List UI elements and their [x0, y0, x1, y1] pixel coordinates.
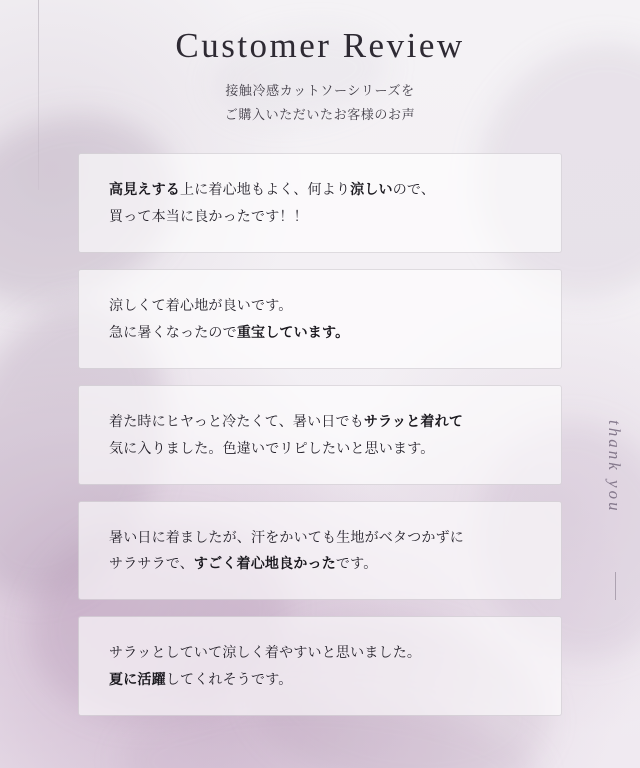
- review-text-segment: してくれそうです。: [165, 671, 293, 688]
- review-text-segment: サラサラで、: [109, 555, 194, 572]
- thank-you-script: thank you: [605, 420, 624, 514]
- review-text-segment: サラッとしていて涼しく着やすいと思いました。: [109, 644, 422, 661]
- review-card: [78, 616, 562, 716]
- review-text: [109, 408, 535, 462]
- thank-you-underline: [615, 572, 616, 600]
- review-text-segment: です。: [335, 555, 378, 572]
- review-list: [78, 153, 562, 716]
- review-text-emphasis: 夏に活躍: [109, 671, 166, 688]
- review-text-segment: 気に入りました。色違いでリピしたいと思います。: [109, 439, 435, 456]
- review-text-line: [109, 203, 535, 230]
- review-text-emphasis: 涼しい: [350, 181, 393, 198]
- review-text-segment: 涼しくて着心地が良いです。: [109, 297, 293, 314]
- review-text-segment: 上に着心地もよく、何より: [180, 181, 351, 198]
- review-text-line: [109, 435, 535, 462]
- page-subtitle-line-1: 接触冷感カットソーシリーズを: [225, 83, 415, 99]
- review-text: [109, 524, 535, 578]
- review-card: [78, 385, 562, 485]
- review-text: [109, 639, 535, 693]
- review-text: [109, 292, 535, 346]
- review-text-line: [109, 666, 535, 693]
- review-text-line: [109, 176, 535, 203]
- review-text-segment: 暑い日に着ましたが、汗をかいても生地がベタつかずに: [109, 528, 464, 545]
- review-text-emphasis: 高見えする: [109, 181, 180, 198]
- review-card: [78, 153, 562, 253]
- review-card: [78, 269, 562, 369]
- review-text: [109, 176, 535, 230]
- review-text-line: [109, 292, 535, 319]
- review-text-emphasis: 重宝しています。: [236, 323, 350, 340]
- review-card: [78, 501, 562, 601]
- page-subtitle-line-2: ご購入いただいたお客様のお声: [224, 107, 416, 123]
- review-text-line: [109, 524, 535, 551]
- review-text-line: [109, 319, 535, 346]
- review-text-line: [109, 408, 535, 435]
- review-text-segment: 急に暑くなったので: [109, 323, 237, 340]
- review-text-emphasis: サラッと着れて: [363, 412, 464, 429]
- review-text-emphasis: すごく着心地良かった: [193, 555, 336, 572]
- page-header: [0, 0, 640, 127]
- review-text-segment: ので、: [392, 181, 436, 198]
- review-text-segment: 買って本当に良かったです！！: [109, 208, 308, 225]
- review-text-line: [109, 639, 535, 666]
- page-subtitle: [0, 79, 640, 127]
- review-text-line: [109, 550, 535, 577]
- review-text-segment: 着た時にヒヤっと冷たくて、暑い日でも: [109, 412, 364, 429]
- page-title: Customer Review: [175, 26, 465, 65]
